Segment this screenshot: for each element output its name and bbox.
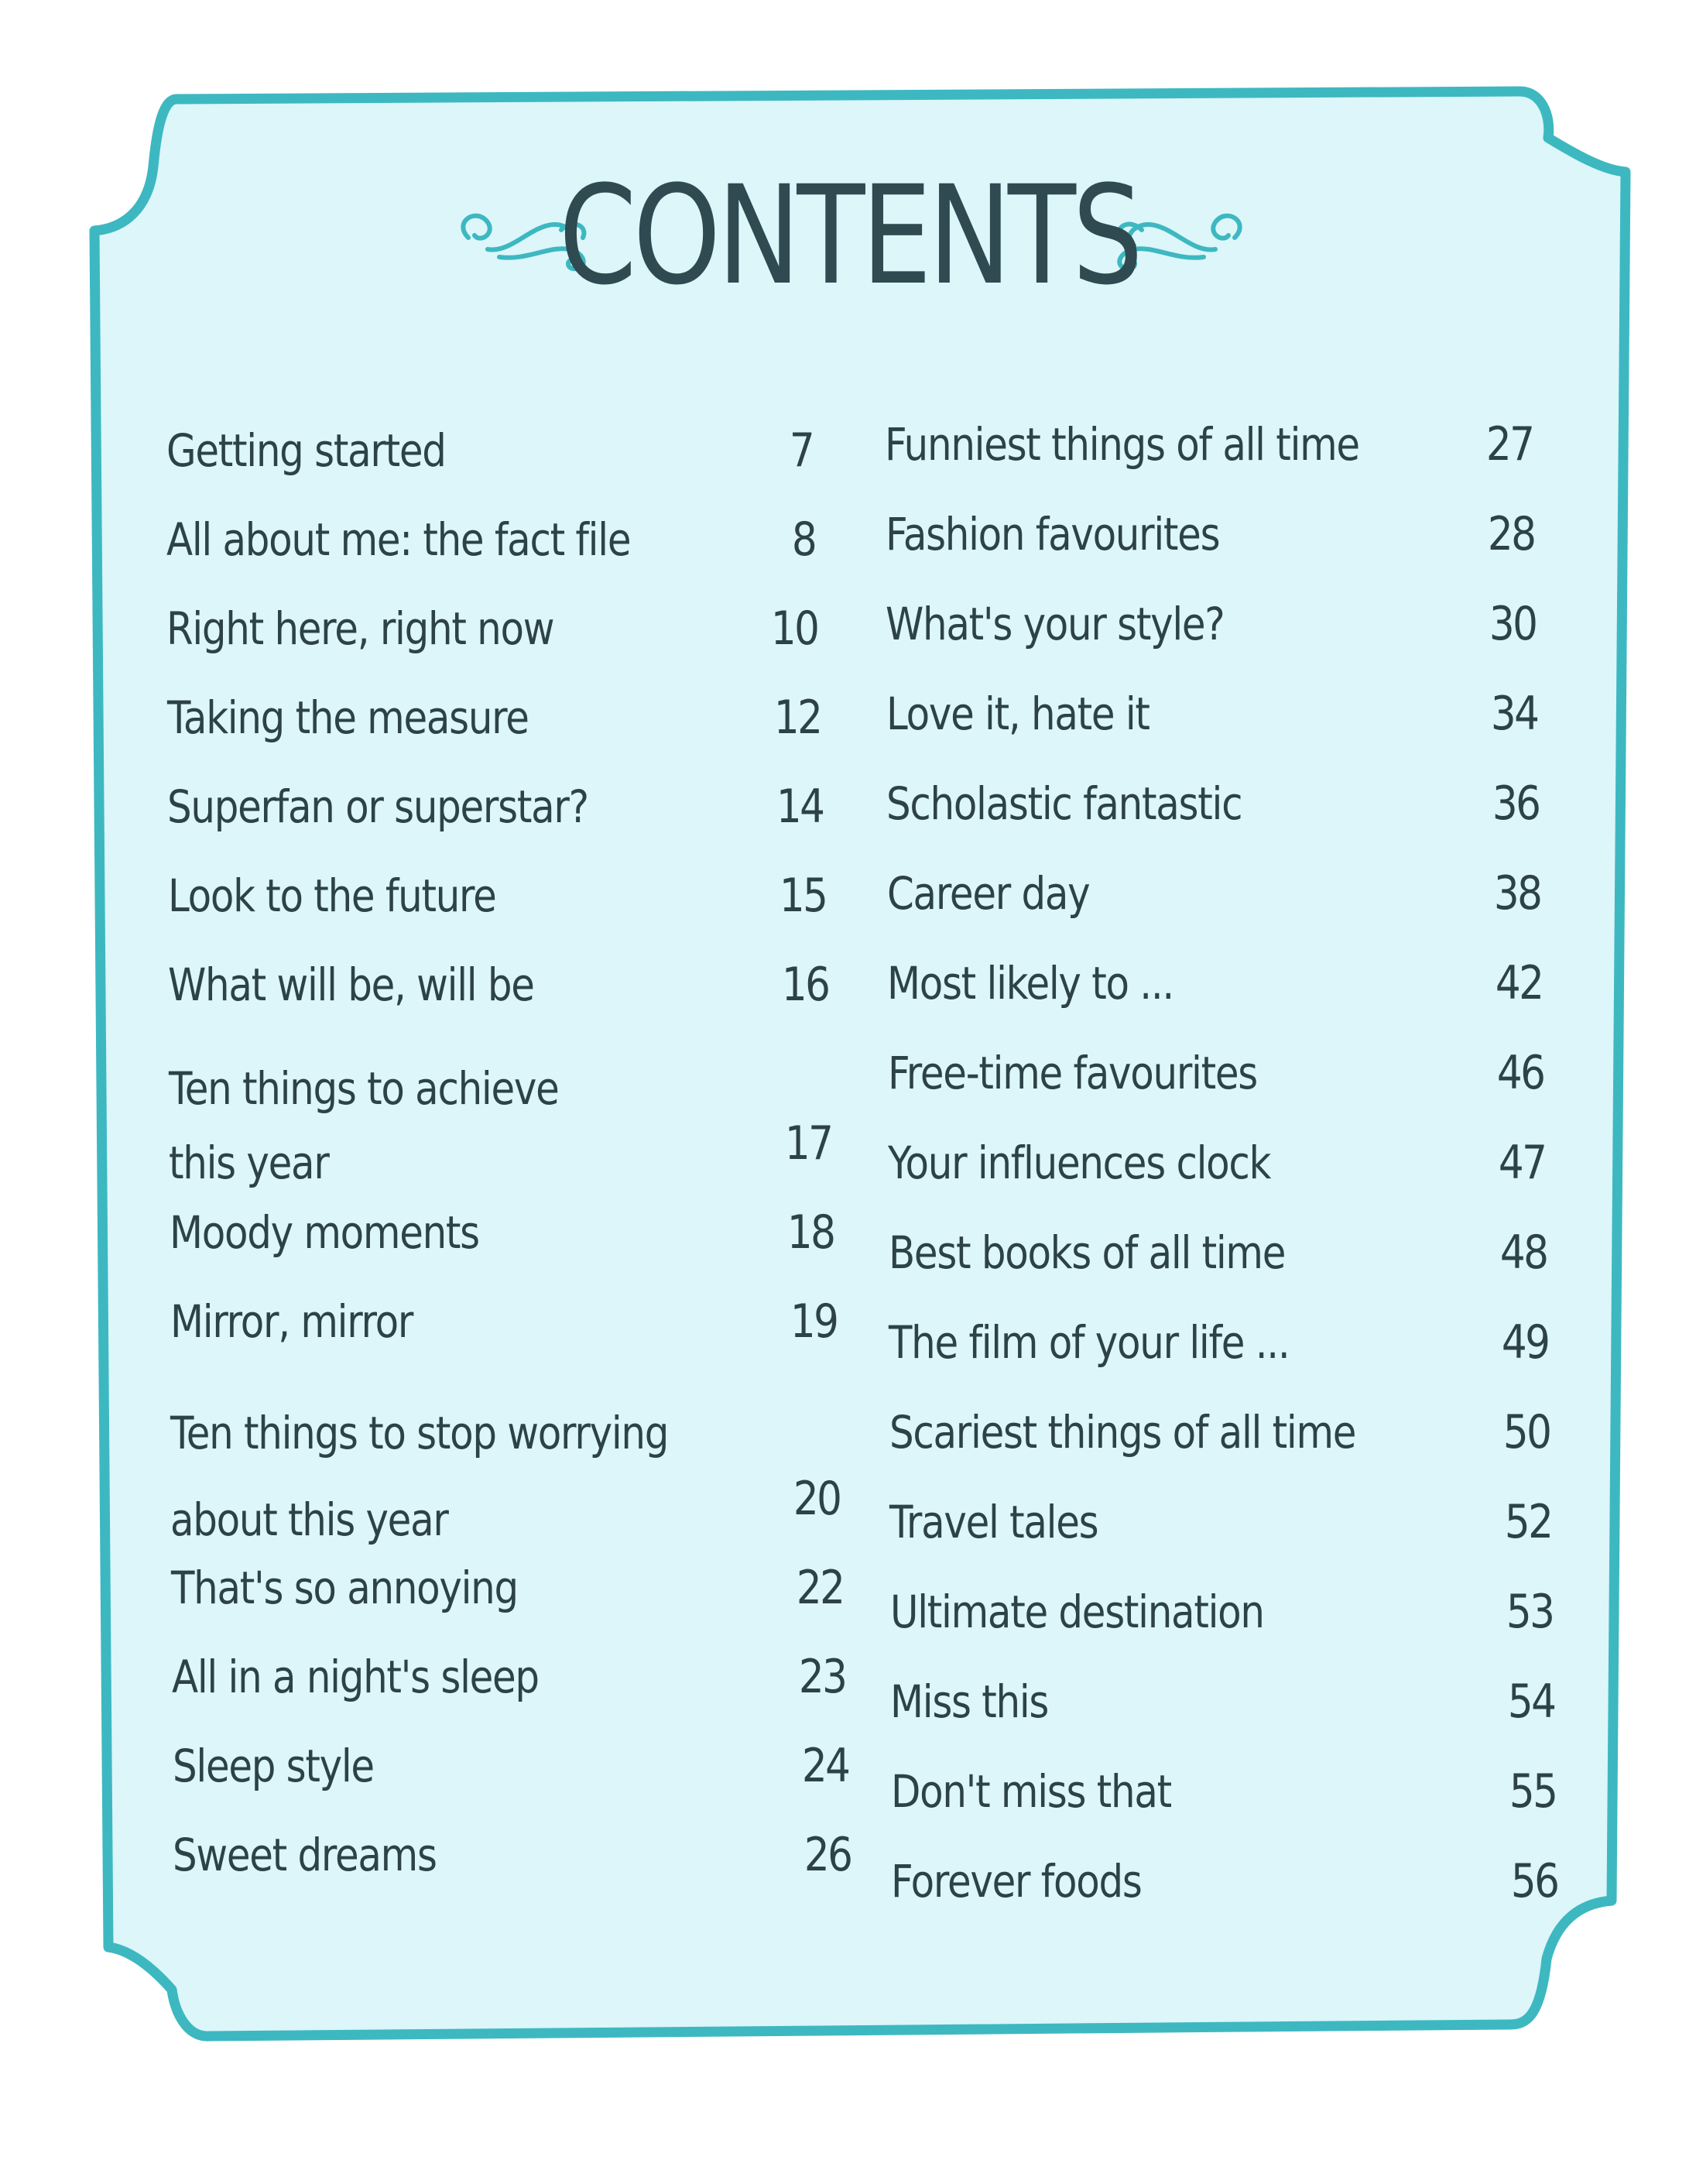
toc-entry-page: 22 xyxy=(796,1561,843,1615)
toc-entry xyxy=(170,1205,834,1300)
toc-entry-page: 49 xyxy=(1501,1315,1548,1370)
toc-entry-page: 24 xyxy=(801,1739,848,1793)
toc-entry-title: That's so annoying xyxy=(171,1562,518,1614)
toc-entry-page: 15 xyxy=(779,869,826,923)
toc-entry-title: What will be, will be xyxy=(168,958,534,1011)
toc-entry-title: Scholastic fantastic xyxy=(886,777,1242,830)
toc-entry xyxy=(168,869,826,963)
toc-entry xyxy=(889,1226,1547,1320)
toc-entry xyxy=(890,1585,1553,1679)
toc-entry-title: Forever foods xyxy=(891,1855,1142,1908)
page-title: CONTENTS xyxy=(558,156,1139,315)
toc-entry-page: 19 xyxy=(790,1294,837,1349)
toc-entry-title: Fashion favourites xyxy=(886,508,1220,561)
toc-entry-page: 26 xyxy=(803,1828,851,1882)
toc-entry xyxy=(170,1294,837,1389)
toc-entry-title: Moody moments xyxy=(170,1206,479,1259)
toc-entry xyxy=(886,507,1534,602)
toc-entry-page: 47 xyxy=(1498,1136,1545,1190)
toc-entry-page: 55 xyxy=(1509,1764,1556,1819)
toc-entry xyxy=(166,513,815,607)
toc-entry xyxy=(172,1650,845,1744)
toc-entry-title: Superfan or superstar? xyxy=(167,780,588,833)
toc-entry-page: 7 xyxy=(789,423,813,478)
toc-entry xyxy=(167,691,821,785)
toc-entry-title: Look to the future xyxy=(168,869,496,922)
toc-entry xyxy=(890,1675,1554,1769)
toc-entry-title: Scariest things of all time xyxy=(889,1406,1356,1459)
toc-entry-title: Mirror, mirror xyxy=(170,1295,413,1348)
toc-entry-title: Sleep style xyxy=(173,1740,374,1792)
toc-entry-title: Getting started xyxy=(166,424,446,477)
toc-entry xyxy=(166,423,813,518)
toc-entry xyxy=(167,780,823,874)
toc-entry-title: All about me: the fact file xyxy=(166,513,631,566)
toc-entry xyxy=(886,687,1537,781)
toc-entry xyxy=(889,1405,1550,1500)
toc-entry-title: Career day xyxy=(887,867,1090,920)
toc-entry-page: 16 xyxy=(781,958,828,1012)
toc-entry-page: 30 xyxy=(1489,597,1536,651)
toc-entry-page: 14 xyxy=(776,780,823,834)
toc-entry xyxy=(886,597,1536,691)
toc-entry-title: Right here, right now xyxy=(166,602,554,655)
toc-entry xyxy=(887,866,1540,961)
toc-entry-page: 38 xyxy=(1493,866,1540,921)
toc-entry-title: Don't miss that xyxy=(891,1765,1171,1818)
toc-entry-title: Miss this xyxy=(890,1675,1049,1728)
toc-entry-title: Travel tales xyxy=(889,1496,1098,1548)
toc-entry-title: Your influences clock xyxy=(888,1137,1271,1189)
toc-entry-page: 56 xyxy=(1510,1854,1557,1908)
toc-entry-page: 12 xyxy=(773,691,821,745)
toc-entry-page: 28 xyxy=(1487,507,1534,561)
toc-entry-title: Free-time favourites xyxy=(888,1047,1257,1099)
toc-entry-page: 53 xyxy=(1506,1585,1553,1639)
toc-entry xyxy=(168,958,828,1052)
toc-entry-title: All in a night's sleep xyxy=(172,1651,539,1703)
toc-entry-page: 36 xyxy=(1492,777,1539,831)
toc-entry xyxy=(886,777,1539,871)
toc-entry xyxy=(889,1315,1548,1410)
toc-entry-page: 20 xyxy=(793,1472,840,1526)
toc-entry xyxy=(888,1046,1544,1140)
toc-entry-page: 48 xyxy=(1499,1226,1547,1280)
toc-entry-title: Funniest things of all time xyxy=(885,418,1359,471)
toc-entry xyxy=(889,1495,1551,1589)
toc-entry xyxy=(171,1561,843,1655)
toc-entry-title: The film of your life ... xyxy=(889,1316,1290,1369)
toc-entry xyxy=(173,1828,851,1922)
toc-entry-page: 18 xyxy=(786,1205,834,1260)
toc-entry-page: 50 xyxy=(1502,1405,1550,1459)
toc-entry xyxy=(166,602,817,696)
toc-entry-page: 54 xyxy=(1507,1675,1554,1729)
toc-entry-page: 52 xyxy=(1504,1495,1551,1549)
toc-entry-title: Taking the measure xyxy=(167,691,529,744)
toc-entry-title: What's your style? xyxy=(886,598,1225,650)
toc-entry xyxy=(170,1390,840,1546)
toc-entry-page: 17 xyxy=(784,1116,831,1171)
toc-entry-title: Ten things to achieve this year xyxy=(169,1062,559,1189)
toc-entry xyxy=(169,1051,831,1189)
toc-entry xyxy=(888,1136,1545,1230)
toc-entry xyxy=(891,1854,1557,1949)
toc-entry-page: 10 xyxy=(770,602,817,656)
toc-entry xyxy=(891,1764,1556,1859)
toc-entry-title: Ultimate destination xyxy=(890,1586,1264,1638)
toc-entry-page: 8 xyxy=(791,513,815,567)
toc-entry-title: Ten things to stop worrying about this year xyxy=(170,1407,669,1546)
toc-entry-page: 27 xyxy=(1485,417,1533,471)
toc-entry-page: 34 xyxy=(1490,687,1537,741)
toc-entry-page: 42 xyxy=(1495,956,1542,1010)
toc-entry-page: 46 xyxy=(1496,1046,1544,1100)
toc-entry xyxy=(173,1739,848,1833)
toc-entry-title: Love it, hate it xyxy=(886,687,1150,740)
toc-entry xyxy=(887,956,1542,1051)
toc-entry-title: Sweet dreams xyxy=(173,1829,437,1881)
toc-entry xyxy=(885,417,1533,512)
toc-entry-title: Best books of all time xyxy=(889,1226,1286,1279)
toc-entry-page: 23 xyxy=(798,1650,845,1704)
toc-entry-title: Most likely to ... xyxy=(887,957,1173,1010)
